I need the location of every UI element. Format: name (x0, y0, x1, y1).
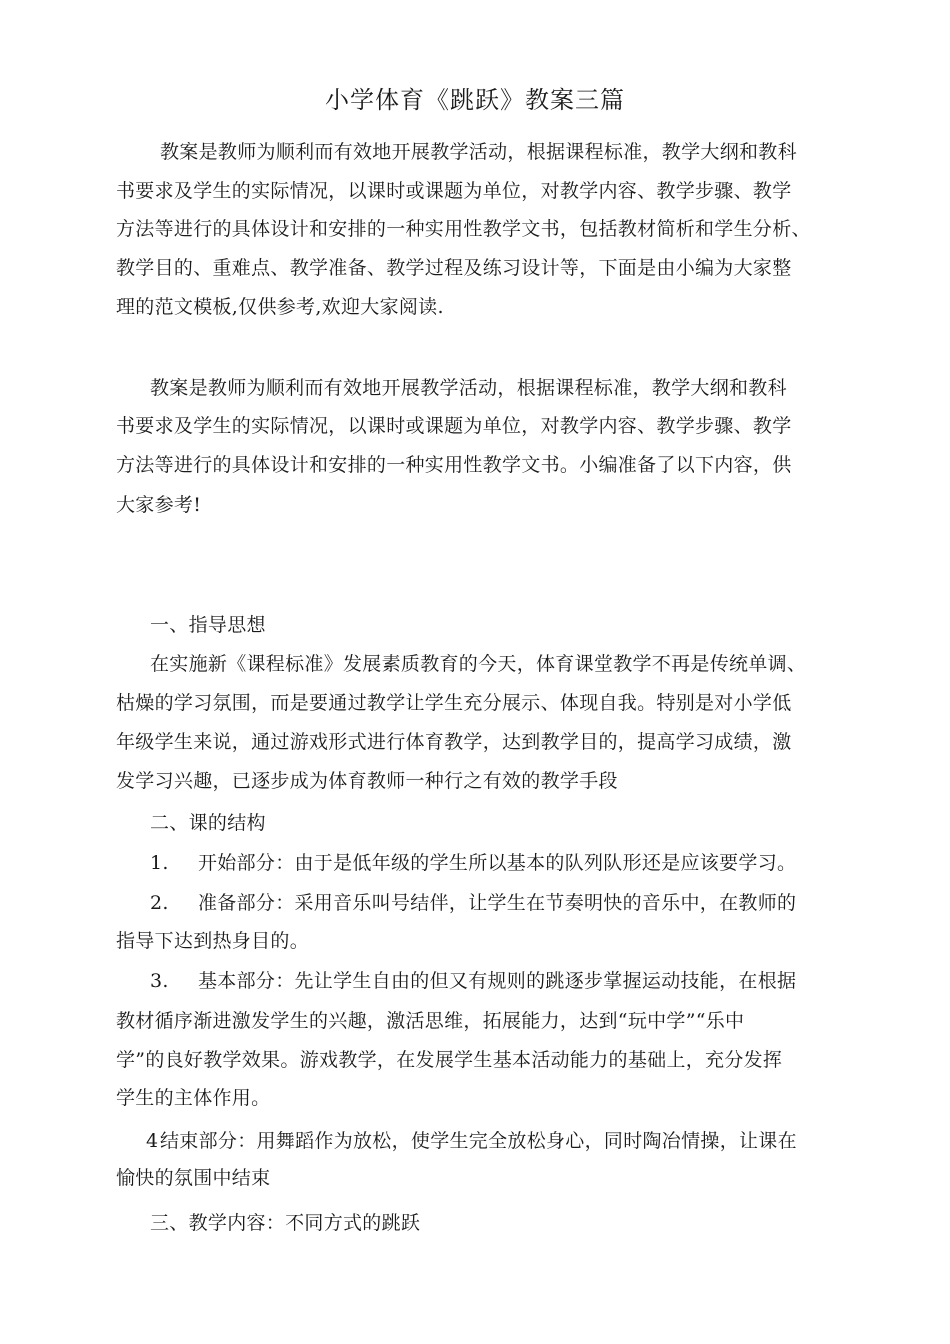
list-item-number: 3. (150, 970, 169, 992)
intro-line: 教案是教师为顺利而有效地开展教学活动，根据课程标准，教学大纲和教科 (160, 141, 797, 163)
list-item-line: 学”的良好教学效果。游戏教学，在发展学生基本活动能力的基础上，充分发挥 (116, 1049, 783, 1071)
section-heading: 三、教学内容：不同方式的跳跃 (150, 1212, 421, 1234)
list-item-line: 准备部分：采用音乐叫号结伴，让学生在节奏明快的音乐中，在教师的 (198, 892, 797, 914)
list-item-line: 愉快的氛围中结束 (116, 1167, 271, 1189)
page-title: 小学体育《跳跃》教案三篇 (325, 86, 625, 114)
intro2-line: 教案是教师为顺利而有效地开展教学活动，根据课程标准，教学大纲和教科 (150, 377, 787, 399)
list-item-line: 指导下达到热身目的。 (116, 930, 310, 952)
intro-line: 方法等进行的具体设计和安排的一种实用性教学文书，包括教材简析和学生分析、 (116, 218, 811, 240)
intro2-line: 方法等进行的具体设计和安排的一种实用性教学文书。小编准备了以下内容，供 (116, 454, 792, 476)
list-item-line: 学生的主体作用。 (116, 1087, 271, 1109)
intro-line: 理的范文模板,仅供参考,欢迎大家阅读. (116, 296, 444, 318)
section1-line: 发学习兴趣，已逐步成为体育教师一种行之有效的教学手段 (116, 770, 618, 792)
section-heading: 一、指导思想 (150, 614, 266, 636)
list-item-number: 2. (150, 892, 169, 914)
intro2-line: 大家参考! (116, 494, 202, 516)
section1-line: 年级学生来说，通过游戏形式进行体育教学，达到教学目的，提高学习成绩，激 (116, 731, 792, 753)
intro2-line: 书要求及学生的实际情况，以课时或课题为单位，对教学内容、教学步骤、教学 (116, 415, 792, 437)
intro-line: 书要求及学生的实际情况，以课时或课题为单位，对教学内容、教学步骤、教学 (116, 180, 792, 202)
section1-line: 在实施新《课程标准》发展素质教育的今天，体育课堂教学不再是传统单调、 (150, 653, 807, 675)
intro-line: 教学目的、重难点、教学准备、教学过程及练习设计等，下面是由小编为大家整 (116, 257, 792, 279)
section1-line: 枯燥的学习氛围，而是要通过教学让学生充分展示、体现自我。特别是对小学低 (116, 692, 792, 714)
list-item-line: 开始部分：由于是低年级的学生所以基本的队列队形还是应该要学习。 (198, 852, 797, 874)
list-item-line: 教材循序渐进激发学生的兴趣，激活思维，拓展能力，达到“玩中学”“乐中 (116, 1010, 745, 1032)
list-item-number: 4 (146, 1130, 159, 1152)
list-item-number: 1. (150, 852, 169, 874)
list-item-line: 基本部分：先让学生自由的但又有规则的跳逐步掌握运动技能，在根据 (198, 970, 797, 992)
list-item-line: 结束部分：用舞蹈作为放松，使学生完全放松身心，同时陶冶情操，让课在 (160, 1130, 797, 1152)
section-heading: 二、课的结构 (150, 812, 266, 834)
